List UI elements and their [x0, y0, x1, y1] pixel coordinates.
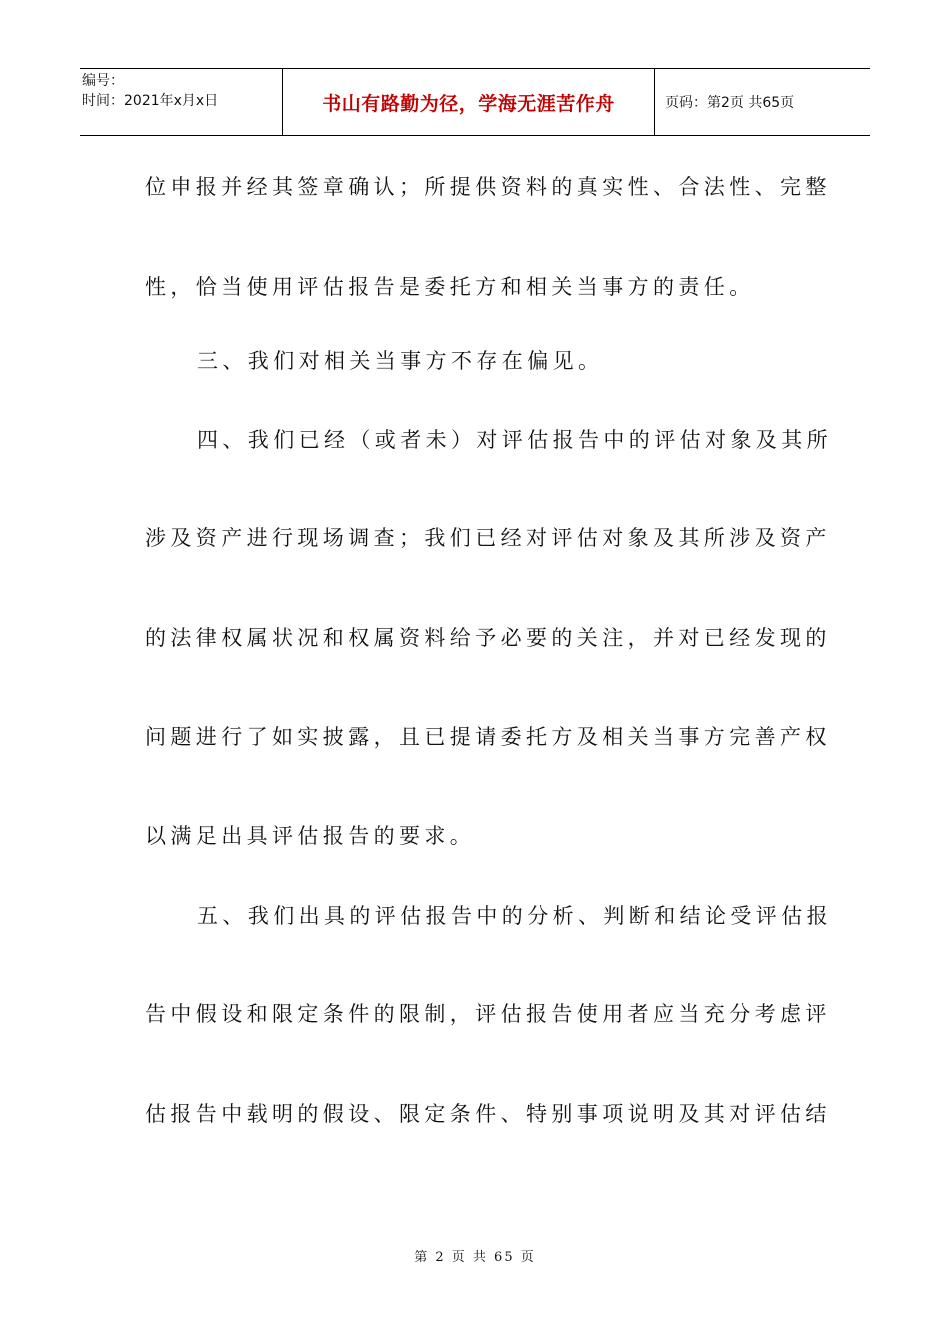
footer-page-number: 第 2 页 共 65 页 [414, 1250, 536, 1265]
body-line: 四、我们已经（或者未）对评估报告中的评估对象及其所 [197, 428, 832, 452]
body-line: 以满足出具评估报告的要求。 [145, 824, 476, 848]
document-date: 时间：2021年x月x日 [82, 93, 219, 109]
motto-text: 书山有路勤为径，学海无涯苦作舟 [322, 92, 615, 115]
header-meta [80, 69, 283, 135]
body-line: 三、我们对相关当事方不存在偏见。 [197, 349, 604, 373]
body-line: 告中假设和限定条件的限制，评估报告使用者应当充分考虑评 [145, 1002, 831, 1026]
body-line: 性，恰当使用评估报告是委托方和相关当事方的责任。 [145, 275, 755, 299]
document-code-label: 编号： [82, 73, 124, 89]
header-motto [283, 69, 655, 135]
body-line: 问题进行了如实披露，且已提请委托方及相关当事方完善产权 [145, 725, 831, 749]
header-page-info [655, 69, 870, 135]
body-line: 的法律权属状况和权属资料给予必要的关注，并对已经发现的 [145, 626, 831, 650]
page-footer [0, 1246, 950, 1265]
page-info-text: 页码：第2页 共65页 [665, 95, 795, 111]
body-line: 估报告中载明的假设、限定条件、特别事项说明及其对评估结 [145, 1102, 831, 1126]
body-line: 位申报并经其签章确认；所提供资料的真实性、合法性、完整 [145, 175, 831, 199]
body-line: 五、我们出具的评估报告中的分析、判断和结论受评估报 [197, 904, 832, 928]
body-line: 涉及资产进行现场调查；我们已经对评估对象及其所涉及资产 [145, 526, 831, 550]
page-header [80, 68, 870, 136]
